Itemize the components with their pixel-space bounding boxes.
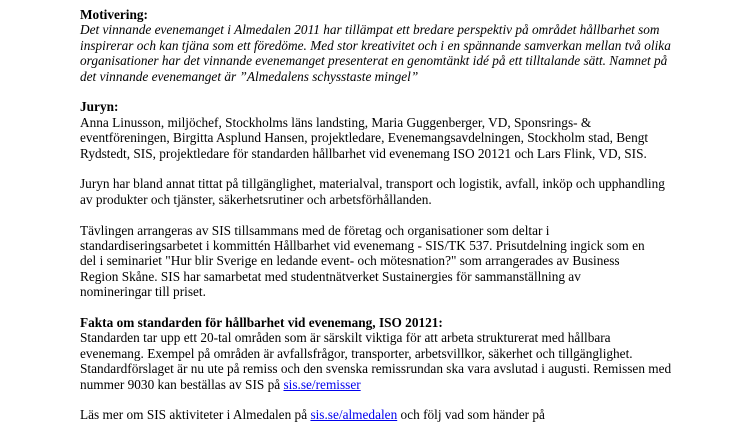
jury-review-paragraph <box>80 176 680 207</box>
remisser-link[interactable]: sis.se/remisser <box>283 376 361 392</box>
footer-paragraph <box>80 407 680 422</box>
motivering-line: Det vinnande evenemanget i Almedalen 2011 har tillämpat ett bredare perspektiv på området hållbarhet som <box>80 22 660 38</box>
juryn-line: eventföreningen, Birgitta Asplund Hansen, projektledare, Evenemangsavdelningen, Stockholm stad, Bengt <box>80 130 649 146</box>
competition-line: Tävlingen arrangeras av SIS tillsammans med de företag och organisationer som deltar i <box>80 222 550 238</box>
jury-review-line: av produkter och tjänster, säkerhetsrutiner och arbetsförhållanden. <box>80 191 432 207</box>
document-body <box>80 7 680 438</box>
fakta-heading: Fakta om standarden för hållbarhet vid evenemang, ISO 20121: <box>80 315 443 331</box>
fakta-last-line-text: nummer 9030 kan beställas av SIS på <box>80 376 284 392</box>
fakta-line: Standardförslaget är nu ute på remiss och den svenska remissrundan ska vara avslutad i augusti. Remissen med <box>80 361 672 377</box>
juryn-heading: Juryn: <box>80 99 119 115</box>
motivering-heading: Motivering: <box>80 7 148 22</box>
fakta-section <box>80 315 680 392</box>
footer-line <box>80 407 680 422</box>
competition-line: del i seminariet "Hur blir Sverige en ledande event- och mötesnation?" som arrangerades av Business <box>80 253 620 269</box>
competition-line: Region Skåne. SIS har samarbetat med studentnätverket Sustainergies för sammanställning av <box>80 268 581 284</box>
competition-line: nomineringar till priset. <box>80 284 206 300</box>
almedalen-link[interactable]: sis.se/almedalen <box>310 407 398 423</box>
competition-paragraph <box>80 223 680 300</box>
juryn-line: Rydstedt, SIS, projektledare för standarden hållbarhet vid evenemang ISO 20121 och Lars Flink, VD, SIS. <box>80 145 647 161</box>
jury-review-line: Juryn har bland annat tittat på tillgänglighet, materialval, transport och logistik, avfall, inköp och upphandling <box>80 176 665 192</box>
fakta-line: evenemang. Exempel på områden är avfallsfrågor, transporter, arbetsvillkor, säkerhet och tillgänglighet. <box>80 345 633 361</box>
footer-text-before: Läs mer om SIS aktiviteter i Almedalen på <box>80 407 311 423</box>
motivering-section <box>80 7 680 84</box>
motivering-line: organisationer har det vinnande evenemanget presenterat en genomtänkt idé på ett tilltalande sätt. Namnet på <box>80 53 668 69</box>
motivering-line: inspirerar och kan tjäna som ett föredöme. Med stor kreativitet och i en spännande samverkan mellan två olika <box>80 37 671 53</box>
motivering-line: det vinnande evenemanget är ”Almedalens schysstaste mingel” <box>80 68 419 84</box>
juryn-line: Anna Linusson, miljöchef, Stockholms läns landsting, Maria Guggenberger, VD, Sponsrings- & <box>80 114 592 130</box>
fakta-line: Standarden tar upp ett 20-tal områden som är särskilt viktiga för att arbeta strukturerat med hållbara <box>80 330 611 346</box>
juryn-section <box>80 99 680 161</box>
footer-text-after: och följ vad som händer på <box>397 407 545 423</box>
competition-line: standardiseringsarbetet i kommittén Hållbarhet vid evenemang - SIS/TK 537. Prisutdelning ingick som en <box>80 238 645 254</box>
fakta-last-line <box>80 377 680 392</box>
